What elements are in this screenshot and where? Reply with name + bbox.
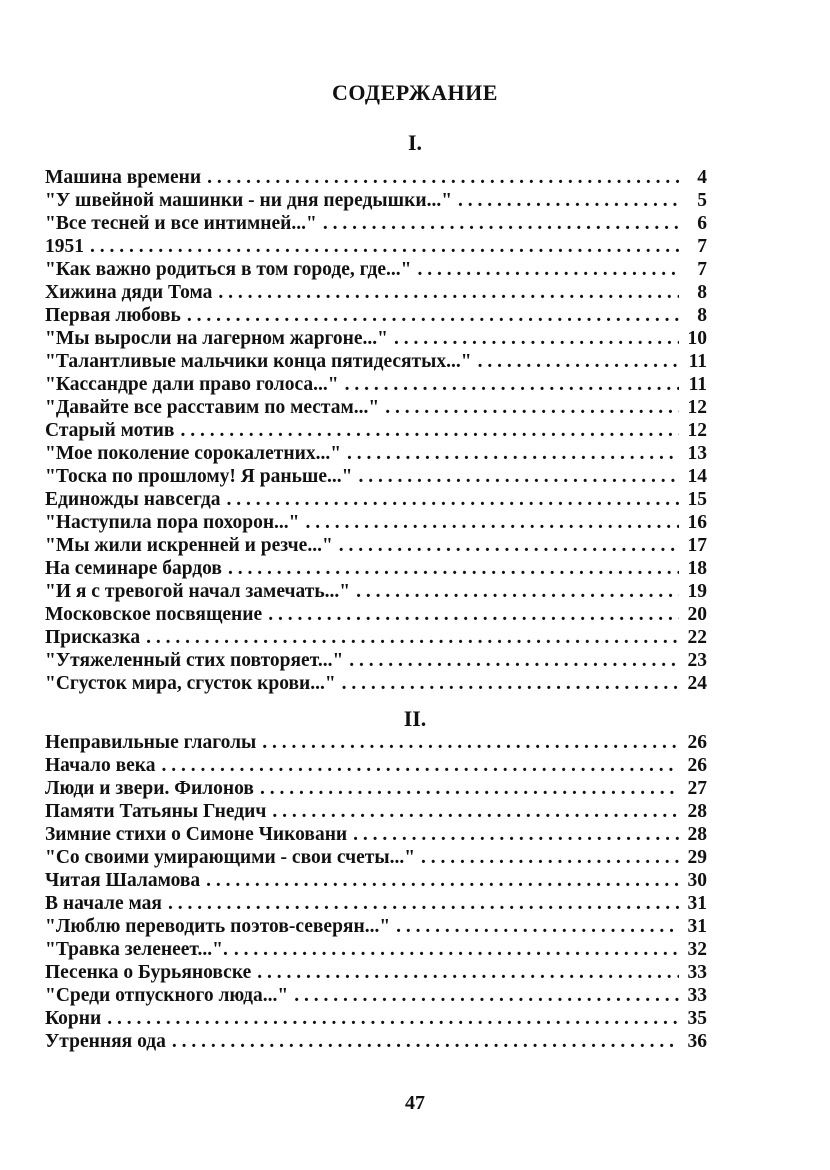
dot-leader [306, 511, 680, 534]
toc-entry [45, 534, 707, 557]
toc-entry-title: "Мое поколение сорокалетних..." [45, 443, 342, 464]
toc-entry-title: Люди и звери. Филонов [45, 778, 254, 799]
toc-entry-page: 28 [687, 824, 707, 845]
toc-entry [45, 488, 707, 511]
section-heading-2: II. [403, 706, 427, 731]
toc-entry-page: 15 [687, 489, 707, 510]
dot-leader [146, 626, 679, 649]
toc-entry [45, 557, 707, 580]
dot-leader [294, 984, 679, 1007]
dot-leader [207, 166, 679, 189]
toc-entry [45, 754, 707, 777]
dot-leader [272, 800, 679, 823]
toc-entry [45, 396, 707, 419]
toc-entry-title: Утренняя ода [45, 1031, 166, 1052]
toc-entry-page: 13 [687, 443, 707, 464]
dot-leader [168, 892, 679, 915]
toc-entry-page: 11 [688, 351, 707, 372]
toc-entry [45, 823, 707, 846]
toc-entry [45, 189, 707, 212]
toc-entry-page: 17 [687, 535, 707, 556]
toc-entry-title: Единожды навсегда [45, 489, 221, 510]
toc-entry [45, 1030, 707, 1053]
toc-entry-title: Присказка [45, 627, 141, 648]
dot-leader [339, 534, 679, 557]
toc-entry [45, 442, 707, 465]
dot-leader [478, 350, 679, 373]
toc-entry-title: 1951 [45, 236, 84, 257]
toc-entry-title: Читая Шаламова [45, 870, 201, 891]
toc-entry [45, 984, 707, 1007]
toc-entry-title: Старый мотив [45, 420, 175, 441]
toc-entry-page: 33 [687, 962, 707, 983]
toc-entry [45, 800, 707, 823]
toc-entry-title: Корни [45, 1008, 102, 1029]
page-title: СОДЕРЖАНИЕ [332, 80, 498, 105]
toc-entry-page: 22 [687, 627, 707, 648]
dot-leader [345, 373, 679, 396]
toc-entry [45, 1007, 707, 1030]
toc-entry-title: Памяти Татьяны Гнедич [45, 801, 267, 822]
toc-entry-page: 26 [687, 732, 707, 753]
toc-entry-page: 19 [687, 581, 707, 602]
toc-entry [45, 373, 707, 396]
toc-entry [45, 915, 707, 938]
toc-entry-page: 20 [687, 604, 707, 625]
toc-entry-page: 4 [697, 167, 707, 188]
dot-leader [418, 258, 680, 281]
toc-entry [45, 961, 707, 984]
toc-entry-title: Начало века [45, 755, 156, 776]
toc-entry-title: Первая любовь [45, 305, 181, 326]
toc-entry-page: 12 [687, 397, 707, 418]
toc-entry-page: 6 [697, 213, 707, 234]
toc-entry-page: 30 [687, 870, 707, 891]
toc-entry-page: 8 [697, 305, 707, 326]
dot-leader [107, 1007, 679, 1030]
toc-entry [45, 465, 707, 488]
toc-entry [45, 419, 707, 442]
toc-entry [45, 258, 707, 281]
page-number: 47 [405, 1092, 425, 1114]
dot-leader [227, 488, 679, 511]
toc-entry [45, 938, 707, 961]
toc-entry [45, 511, 707, 534]
toc-entry-page: 5 [697, 190, 707, 211]
toc-entry-page: 31 [687, 893, 707, 914]
dot-leader [206, 869, 679, 892]
dot-leader [90, 235, 679, 258]
toc-entry-title: "Талантливые мальчики конца пятидесятых..." [45, 351, 472, 372]
toc-entry-title: Машина времени [45, 167, 202, 188]
toc-entry-title: "Сгусток мира, сгусток крови..." [45, 673, 336, 694]
toc-entry-title: "Тоска по прошлому! Я раньше..." [45, 466, 353, 487]
dot-leader [187, 304, 679, 327]
dot-leader [385, 396, 679, 419]
toc-entry-title: "Кассандре дали право голоса..." [45, 374, 339, 395]
dot-leader [162, 754, 680, 777]
toc-entry-page: 31 [687, 916, 707, 937]
toc-entry-title: Песенка о Бурьяновске [45, 962, 252, 983]
toc-section-1 [45, 166, 707, 695]
toc-entry-page: 7 [697, 236, 707, 257]
toc-entry-page: 36 [687, 1031, 707, 1052]
toc-entry-page: 12 [687, 420, 707, 441]
dot-leader [342, 672, 679, 695]
toc-entry [45, 212, 707, 235]
dot-leader [257, 961, 679, 984]
toc-entry [45, 235, 707, 258]
toc-entry-page: 28 [687, 801, 707, 822]
toc-entry [45, 869, 707, 892]
dot-leader [358, 465, 679, 488]
toc-entry-page: 10 [687, 328, 707, 349]
dot-leader [394, 327, 679, 350]
toc-entry [45, 731, 707, 754]
dot-leader [421, 846, 679, 869]
toc-entry [45, 281, 707, 304]
section-heading-1: I. [407, 130, 423, 155]
dot-leader [323, 212, 679, 235]
dot-leader [356, 580, 679, 603]
toc-entry-title: В начале мая [45, 893, 162, 914]
dot-leader [347, 442, 679, 465]
toc-entry [45, 603, 707, 626]
dot-leader [349, 649, 679, 672]
toc-entry [45, 626, 707, 649]
toc-entry-page: 33 [687, 985, 707, 1006]
toc-entry [45, 350, 707, 373]
toc-entry-page: 27 [687, 778, 707, 799]
toc-entry [45, 580, 707, 603]
toc-entry [45, 327, 707, 350]
toc-entry [45, 672, 707, 695]
dot-leader [260, 777, 679, 800]
toc-entry [45, 892, 707, 915]
toc-entry-title: "Среди отпускного люда..." [45, 985, 289, 1006]
toc-entry-page: 8 [697, 282, 707, 303]
dot-leader [234, 938, 679, 961]
toc-entry [45, 777, 707, 800]
dot-leader [262, 731, 679, 754]
toc-entry-page: 7 [697, 259, 707, 280]
toc-entry [45, 166, 707, 189]
dot-leader [268, 603, 679, 626]
toc-entry-page: 16 [687, 512, 707, 533]
dot-leader [180, 419, 679, 442]
toc-entry-title: "Давайте все расставим по местам..." [45, 397, 380, 418]
toc-entry-title: "Утяжеленный стих повторяет..." [45, 650, 344, 671]
toc-entry-title: "Наступила пора похорон..." [45, 512, 300, 533]
toc-entry-title: "Люблю переводить поэтов-северян..." [45, 916, 391, 937]
toc-entry-title: Неправильные глаголы [45, 732, 257, 753]
toc-entry-title: "Все тесней и все интимней..." [45, 213, 317, 234]
dot-leader [396, 915, 679, 938]
toc-entry-title: "И я с тревогой начал замечать..." [45, 581, 351, 602]
toc-entry-title: "Как важно родиться в том городе, где..." [45, 259, 412, 280]
toc-entry-page: 14 [687, 466, 707, 487]
toc-entry-title: "Мы жили искренней и резче..." [45, 535, 333, 556]
dot-leader [458, 189, 679, 212]
toc-entry-page: 18 [687, 558, 707, 579]
toc-entry-page: 35 [687, 1008, 707, 1029]
dot-leader [353, 823, 679, 846]
dot-leader [228, 557, 679, 580]
toc-entry-title: На семинаре бардов [45, 558, 222, 579]
toc-entry-page: 26 [687, 755, 707, 776]
dot-leader [172, 1030, 679, 1053]
toc-entry-title: "У швейной машинки - ни дня передышки..." [45, 190, 453, 211]
toc-entry-title: "Травка зеленеет...". [45, 939, 228, 960]
toc-entry-page: 11 [688, 374, 707, 395]
toc-entry-title: "Со своими умирающими - свои счеты..." [45, 847, 416, 868]
toc-entry-title: "Мы выросли на лагерном жаргоне..." [45, 328, 389, 349]
toc-entry-page: 32 [687, 939, 707, 960]
toc-entry-page: 24 [687, 673, 707, 694]
toc-entry [45, 304, 707, 327]
toc-entry-page: 23 [687, 650, 707, 671]
dot-leader [218, 281, 679, 304]
toc-entry-page: 29 [687, 847, 707, 868]
toc-entry [45, 649, 707, 672]
toc-entry-title: Хижина дяди Тома [45, 282, 213, 303]
toc-entry-title: Московское посвящение [45, 604, 263, 625]
toc-section-2 [45, 731, 707, 1053]
toc-entry-title: Зимние стихи о Симоне Чиковани [45, 824, 348, 845]
toc-entry [45, 846, 707, 869]
